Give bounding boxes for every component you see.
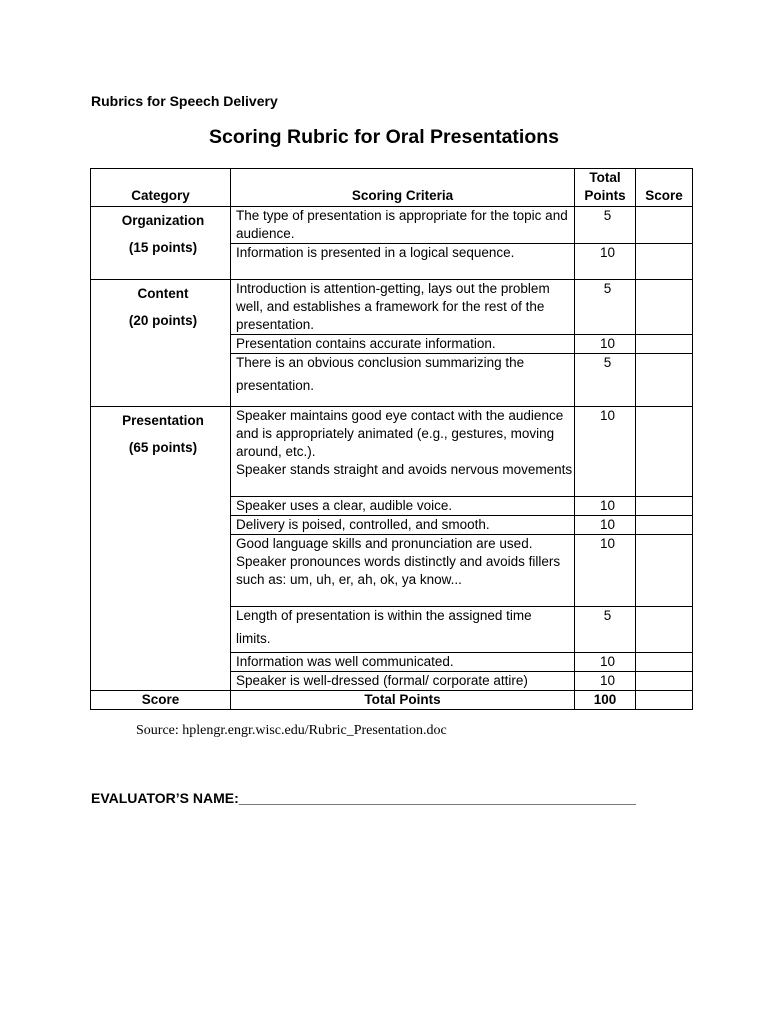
score-cell[interactable]: [636, 607, 693, 653]
total-score-cell[interactable]: [636, 691, 693, 710]
criteria-cell: Information is presented in a logical sequence.: [231, 244, 575, 280]
score-cell[interactable]: [636, 354, 693, 407]
score-cell[interactable]: [636, 535, 693, 607]
page-title: Scoring Rubric for Oral Presentations: [209, 126, 559, 148]
header-score: Score: [636, 169, 693, 207]
points-cell: 10: [575, 497, 636, 516]
criteria-cell: Introduction is attention-getting, lays out the problem well, and establishes a framework for the rest of the presentation.: [231, 280, 575, 335]
score-cell[interactable]: [636, 407, 693, 497]
criteria-line: presentation.: [236, 378, 315, 393]
points-cell: 5: [575, 280, 636, 335]
points-cell: 10: [575, 653, 636, 672]
criteria-cell: [231, 354, 575, 407]
criteria-cell: Presentation contains accurate information.: [231, 335, 575, 354]
header-row: [91, 169, 693, 207]
total-row: [91, 691, 693, 710]
score-cell[interactable]: [636, 244, 693, 280]
rubric-table: [90, 168, 693, 710]
criteria-cell: Delivery is poised, controlled, and smooth.: [231, 516, 575, 535]
score-cell[interactable]: [636, 653, 693, 672]
criteria-line: Good language skills and pronunciation are used.: [236, 536, 533, 551]
evaluator-name-line: EVALUATOR’S NAME:___________________________________________________: [91, 790, 636, 806]
category-points: (15 points): [128, 240, 198, 255]
table-row: [91, 207, 693, 244]
criteria-line: Length of presentation is within the assigned time: [236, 608, 532, 623]
points-cell: 10: [575, 335, 636, 354]
score-cell[interactable]: [636, 280, 693, 335]
source-note: Source: hplengr.engr.wisc.edu/Rubric_Presentation.doc: [136, 723, 447, 738]
score-cell[interactable]: [636, 497, 693, 516]
points-cell: 10: [575, 672, 636, 691]
criteria-cell: Speaker uses a clear, audible voice.: [231, 497, 575, 516]
total-score-label: Score: [91, 691, 231, 710]
score-cell[interactable]: [636, 672, 693, 691]
score-cell[interactable]: [636, 207, 693, 244]
document-heading: Rubrics for Speech Delivery: [91, 93, 278, 109]
header-total-points-line1: Total: [589, 170, 621, 185]
criteria-cell: Speaker is well-dressed (formal/ corporate attire): [231, 672, 575, 691]
points-cell: 10: [575, 516, 636, 535]
category-points: (65 points): [128, 440, 198, 455]
category-presentation: [91, 407, 231, 691]
criteria-cell: [231, 607, 575, 653]
table-row: [91, 407, 693, 497]
header-category: Category: [91, 169, 231, 207]
points-cell: 5: [575, 207, 636, 244]
points-cell: 10: [575, 535, 636, 607]
category-organization: [91, 207, 231, 280]
points-cell: 5: [575, 354, 636, 407]
total-points-value: 100: [575, 691, 636, 710]
criteria-cell: The type of presentation is appropriate for the topic and audience.: [231, 207, 575, 244]
category-name: Presentation: [122, 413, 204, 428]
points-cell: 10: [575, 407, 636, 497]
criteria-cell: [231, 407, 575, 497]
header-total-points: [575, 169, 636, 207]
criteria-line: Speaker stands straight and avoids nervous movements: [236, 462, 573, 477]
table-row: [91, 280, 693, 335]
category-name: Content: [137, 286, 189, 301]
criteria-line: limits.: [236, 631, 271, 646]
score-cell[interactable]: [636, 516, 693, 535]
criteria-line: Speaker maintains good eye contact with the audience and is appropriately animated (e.g., gestures, moving around, etc.).: [236, 408, 564, 459]
points-cell: 10: [575, 244, 636, 280]
criteria-line: Speaker pronounces words distinctly and avoids fillers such as: um, uh, er, ah, ok, ya know...: [236, 554, 561, 587]
points-cell: 5: [575, 607, 636, 653]
criteria-cell: [231, 535, 575, 607]
header-criteria: Scoring Criteria: [231, 169, 575, 207]
category-name: Organization: [121, 213, 205, 228]
criteria-cell: Information was well communicated.: [231, 653, 575, 672]
category-content: [91, 280, 231, 407]
category-points: (20 points): [128, 313, 198, 328]
criteria-line: There is an obvious conclusion summarizing the: [236, 355, 525, 370]
total-points-label: Total Points: [231, 691, 575, 710]
score-cell[interactable]: [636, 335, 693, 354]
header-total-points-line2: Points: [584, 188, 626, 203]
